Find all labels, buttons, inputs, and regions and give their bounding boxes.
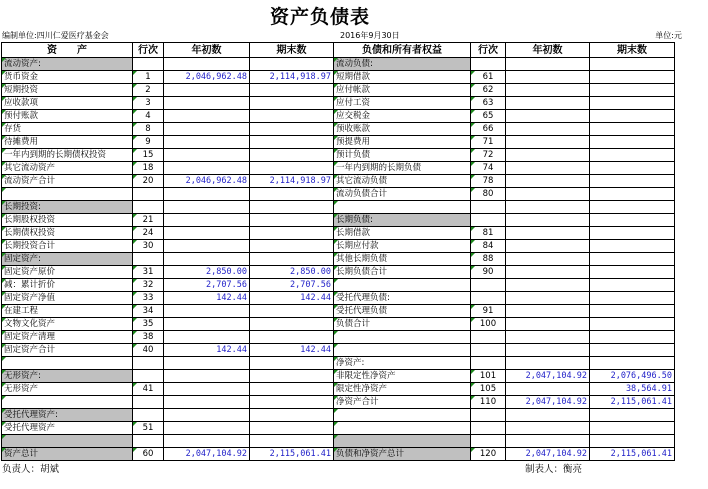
table-row bbox=[2, 383, 675, 396]
liability-cell[interactable]: 长期应付款 bbox=[334, 240, 471, 253]
asset-line-cell[interactable]: 3 bbox=[133, 97, 164, 110]
liability-begin-cell[interactable] bbox=[506, 331, 590, 344]
liability-cell[interactable]: 受托代理负债: bbox=[334, 292, 471, 305]
col-line: 行次 bbox=[133, 43, 164, 58]
asset-begin-cell[interactable]: 142.44 bbox=[164, 344, 250, 357]
table-row bbox=[2, 266, 675, 279]
asset-cell[interactable]: 固定资产原价 bbox=[2, 266, 133, 279]
asset-line-cell[interactable]: 1 bbox=[133, 71, 164, 84]
liability-end-cell[interactable] bbox=[590, 84, 675, 97]
liability-cell[interactable]: 长期负债合计 bbox=[334, 266, 471, 279]
report-date: 2016年9月30日 bbox=[340, 31, 400, 40]
table-row bbox=[2, 370, 675, 383]
asset-line-cell[interactable]: 34 bbox=[133, 305, 164, 318]
asset-begin-cell[interactable] bbox=[164, 149, 250, 162]
table-row bbox=[2, 292, 675, 305]
asset-line-cell[interactable]: 35 bbox=[133, 318, 164, 331]
liability-cell[interactable] bbox=[334, 201, 471, 214]
liability-begin-cell[interactable] bbox=[506, 123, 590, 136]
liability-cell[interactable]: 受托代理负债 bbox=[334, 305, 471, 318]
liability-begin-cell[interactable] bbox=[506, 84, 590, 97]
asset-cell[interactable]: 受托代理资产: bbox=[2, 409, 133, 422]
balance-sheet-table bbox=[1, 42, 675, 461]
table-row bbox=[2, 84, 675, 97]
asset-end-cell[interactable] bbox=[250, 253, 334, 266]
liability-begin-cell[interactable] bbox=[506, 136, 590, 149]
liability-line-cell[interactable]: 84 bbox=[471, 240, 506, 253]
liability-end-cell[interactable] bbox=[590, 305, 675, 318]
liability-cell[interactable]: 应付帐款 bbox=[334, 84, 471, 97]
liability-end-cell[interactable] bbox=[590, 435, 675, 448]
manager-label: 负责人：胡斌 bbox=[2, 464, 60, 475]
liability-line-cell[interactable] bbox=[471, 435, 506, 448]
asset-begin-cell[interactable] bbox=[164, 383, 250, 396]
liability-begin-cell[interactable] bbox=[506, 175, 590, 188]
asset-end-cell[interactable] bbox=[250, 201, 334, 214]
liability-line-cell[interactable] bbox=[471, 292, 506, 305]
asset-begin-cell[interactable] bbox=[164, 396, 250, 409]
asset-begin-cell[interactable]: 2,047,104.92 bbox=[164, 448, 250, 461]
table-row bbox=[2, 448, 675, 461]
liability-line-cell[interactable]: 90 bbox=[471, 266, 506, 279]
liability-cell[interactable]: 负债和净资产总计 bbox=[334, 448, 471, 461]
asset-cell[interactable] bbox=[2, 188, 133, 201]
asset-cell[interactable] bbox=[2, 357, 133, 370]
asset-end-cell[interactable] bbox=[250, 227, 334, 240]
liability-begin-cell[interactable] bbox=[506, 383, 590, 396]
asset-end-cell[interactable] bbox=[250, 318, 334, 331]
liability-line-cell[interactable] bbox=[471, 279, 506, 292]
liability-cell[interactable] bbox=[334, 331, 471, 344]
col-liability: 负债和所有者权益 bbox=[334, 43, 471, 58]
asset-line-cell[interactable]: 30 bbox=[133, 240, 164, 253]
asset-end-cell[interactable] bbox=[250, 357, 334, 370]
asset-cell[interactable]: 资产总计 bbox=[2, 448, 133, 461]
liability-end-cell[interactable] bbox=[590, 318, 675, 331]
liability-begin-cell[interactable] bbox=[506, 201, 590, 214]
liability-end-cell[interactable] bbox=[590, 409, 675, 422]
footer bbox=[0, 461, 708, 475]
table-row bbox=[2, 279, 675, 292]
asset-cell[interactable]: 应收款项 bbox=[2, 97, 133, 110]
asset-line-cell[interactable]: 41 bbox=[133, 383, 164, 396]
asset-end-cell[interactable] bbox=[250, 214, 334, 227]
table-row bbox=[2, 344, 675, 357]
asset-line-cell[interactable]: 32 bbox=[133, 279, 164, 292]
liability-begin-cell[interactable] bbox=[506, 318, 590, 331]
table-row bbox=[2, 123, 675, 136]
asset-end-cell[interactable] bbox=[250, 370, 334, 383]
liability-line-cell[interactable]: 78 bbox=[471, 175, 506, 188]
liability-begin-cell[interactable] bbox=[506, 422, 590, 435]
asset-end-cell[interactable]: 2,115,061.41 bbox=[250, 448, 334, 461]
asset-cell[interactable]: 文物文化资产 bbox=[2, 318, 133, 331]
asset-begin-cell[interactable] bbox=[164, 97, 250, 110]
liability-end-cell[interactable] bbox=[590, 422, 675, 435]
liability-end-cell[interactable] bbox=[590, 240, 675, 253]
table-row bbox=[2, 58, 675, 71]
liability-begin-cell[interactable] bbox=[506, 58, 590, 71]
asset-cell[interactable]: 固定资产合计 bbox=[2, 344, 133, 357]
asset-cell[interactable]: 固定资产清理 bbox=[2, 331, 133, 344]
liability-begin-cell[interactable] bbox=[506, 357, 590, 370]
liability-line-cell[interactable] bbox=[471, 201, 506, 214]
liability-cell[interactable]: 长期借款 bbox=[334, 227, 471, 240]
liability-begin-cell[interactable] bbox=[506, 253, 590, 266]
liability-begin-cell[interactable] bbox=[506, 266, 590, 279]
liability-line-cell[interactable]: 63 bbox=[471, 97, 506, 110]
asset-begin-cell[interactable] bbox=[164, 240, 250, 253]
asset-cell[interactable]: 固定资产: bbox=[2, 253, 133, 266]
liability-end-cell[interactable] bbox=[590, 201, 675, 214]
asset-begin-cell[interactable] bbox=[164, 435, 250, 448]
asset-begin-cell[interactable] bbox=[164, 409, 250, 422]
liability-begin-cell[interactable] bbox=[506, 214, 590, 227]
liability-cell[interactable]: 预收账款 bbox=[334, 123, 471, 136]
liability-line-cell[interactable]: 100 bbox=[471, 318, 506, 331]
asset-end-cell[interactable]: 2,114,918.97 bbox=[250, 71, 334, 84]
liability-end-cell[interactable] bbox=[590, 136, 675, 149]
asset-cell[interactable]: 受托代理资产 bbox=[2, 422, 133, 435]
asset-cell[interactable]: 长期投资合计 bbox=[2, 240, 133, 253]
table-row bbox=[2, 396, 675, 409]
liability-cell[interactable] bbox=[334, 279, 471, 292]
asset-line-cell[interactable] bbox=[133, 357, 164, 370]
asset-cell[interactable]: 无形资产: bbox=[2, 370, 133, 383]
table-row bbox=[2, 110, 675, 123]
liability-cell[interactable]: 净资产: bbox=[334, 357, 471, 370]
asset-cell[interactable]: 一年内到期的长期债权投资 bbox=[2, 149, 133, 162]
table-row bbox=[2, 357, 675, 370]
liability-line-cell[interactable]: 101 bbox=[471, 370, 506, 383]
asset-line-cell[interactable] bbox=[133, 396, 164, 409]
table-row bbox=[2, 175, 675, 188]
col-begin-2: 年初数 bbox=[506, 43, 590, 58]
liability-cell[interactable]: 预计负债 bbox=[334, 149, 471, 162]
liability-line-cell[interactable]: 110 bbox=[471, 396, 506, 409]
liability-begin-cell[interactable] bbox=[506, 71, 590, 84]
table-row bbox=[2, 331, 675, 344]
asset-line-cell[interactable] bbox=[133, 253, 164, 266]
liability-end-cell[interactable] bbox=[590, 149, 675, 162]
liability-line-cell[interactable]: 120 bbox=[471, 448, 506, 461]
asset-line-cell[interactable]: 51 bbox=[133, 422, 164, 435]
asset-begin-cell[interactable] bbox=[164, 123, 250, 136]
asset-line-cell[interactable]: 24 bbox=[133, 227, 164, 240]
liability-end-cell[interactable] bbox=[590, 162, 675, 175]
liability-line-cell[interactable]: 71 bbox=[471, 136, 506, 149]
asset-cell[interactable]: 预付账款 bbox=[2, 110, 133, 123]
asset-end-cell[interactable] bbox=[250, 58, 334, 71]
liability-line-cell[interactable]: 66 bbox=[471, 123, 506, 136]
liability-end-cell[interactable] bbox=[590, 266, 675, 279]
asset-cell[interactable]: 货币资金 bbox=[2, 71, 133, 84]
liability-end-cell[interactable] bbox=[590, 97, 675, 110]
liability-cell[interactable] bbox=[334, 409, 471, 422]
asset-begin-cell[interactable]: 2,850.00 bbox=[164, 266, 250, 279]
asset-begin-cell[interactable] bbox=[164, 370, 250, 383]
asset-begin-cell[interactable] bbox=[164, 162, 250, 175]
asset-cell[interactable]: 长期股权投资 bbox=[2, 214, 133, 227]
asset-begin-cell[interactable]: 2,707.56 bbox=[164, 279, 250, 292]
liability-end-cell[interactable] bbox=[590, 71, 675, 84]
asset-begin-cell[interactable]: 2,046,962.48 bbox=[164, 71, 250, 84]
asset-end-cell[interactable]: 2,850.00 bbox=[250, 266, 334, 279]
asset-line-cell[interactable] bbox=[133, 201, 164, 214]
liability-cell[interactable]: 流动负债: bbox=[334, 58, 471, 71]
asset-cell[interactable]: 减：累计折价 bbox=[2, 279, 133, 292]
liability-end-cell[interactable] bbox=[590, 214, 675, 227]
liability-line-cell[interactable]: 91 bbox=[471, 305, 506, 318]
table-row bbox=[2, 240, 675, 253]
asset-end-cell[interactable] bbox=[250, 383, 334, 396]
liability-end-cell[interactable] bbox=[590, 227, 675, 240]
liability-cell[interactable]: 净资产合计 bbox=[334, 396, 471, 409]
table-row bbox=[2, 422, 675, 435]
liability-begin-cell[interactable] bbox=[506, 409, 590, 422]
asset-begin-cell[interactable]: 2,046,962.48 bbox=[164, 175, 250, 188]
liability-cell[interactable]: 预提费用 bbox=[334, 136, 471, 149]
asset-cell[interactable]: 存货 bbox=[2, 123, 133, 136]
liability-end-cell[interactable] bbox=[590, 123, 675, 136]
asset-begin-cell[interactable] bbox=[164, 253, 250, 266]
asset-begin-cell[interactable]: 142.44 bbox=[164, 292, 250, 305]
asset-begin-cell[interactable] bbox=[164, 318, 250, 331]
liability-cell[interactable]: 其他长期负债 bbox=[334, 253, 471, 266]
liability-cell[interactable] bbox=[334, 435, 471, 448]
liability-line-cell[interactable]: 61 bbox=[471, 71, 506, 84]
liability-end-cell[interactable]: 38,564.91 bbox=[590, 383, 675, 396]
table-row bbox=[2, 227, 675, 240]
liability-cell[interactable]: 应付工资 bbox=[334, 97, 471, 110]
liability-line-cell[interactable] bbox=[471, 409, 506, 422]
asset-cell[interactable]: 其它流动资产 bbox=[2, 162, 133, 175]
col-begin: 年初数 bbox=[164, 43, 250, 58]
liability-end-cell[interactable] bbox=[590, 175, 675, 188]
asset-cell[interactable] bbox=[2, 396, 133, 409]
table-row bbox=[2, 162, 675, 175]
asset-begin-cell[interactable] bbox=[164, 305, 250, 318]
liability-begin-cell[interactable] bbox=[506, 240, 590, 253]
asset-begin-cell[interactable] bbox=[164, 84, 250, 97]
liability-cell[interactable]: 限定性净资产 bbox=[334, 383, 471, 396]
table-row bbox=[2, 136, 675, 149]
liability-line-cell[interactable] bbox=[471, 422, 506, 435]
asset-cell[interactable]: 固定资产净值 bbox=[2, 292, 133, 305]
asset-cell[interactable]: 无形资产 bbox=[2, 383, 133, 396]
asset-cell[interactable] bbox=[2, 435, 133, 448]
asset-begin-cell[interactable] bbox=[164, 110, 250, 123]
liability-begin-cell[interactable] bbox=[506, 344, 590, 357]
table-row bbox=[2, 97, 675, 110]
asset-line-cell[interactable]: 2 bbox=[133, 84, 164, 97]
asset-end-cell[interactable] bbox=[250, 84, 334, 97]
asset-end-cell[interactable] bbox=[250, 240, 334, 253]
liability-line-cell[interactable]: 65 bbox=[471, 110, 506, 123]
asset-end-cell[interactable] bbox=[250, 435, 334, 448]
asset-line-cell[interactable]: 38 bbox=[133, 331, 164, 344]
liability-end-cell[interactable] bbox=[590, 331, 675, 344]
report-title: 资产负债表 bbox=[269, 6, 370, 28]
liability-end-cell[interactable] bbox=[590, 110, 675, 123]
asset-begin-cell[interactable] bbox=[164, 136, 250, 149]
unit-name: 编制单位:四川仁爱医疗基金会 bbox=[2, 31, 109, 40]
asset-line-cell[interactable] bbox=[133, 435, 164, 448]
liability-cell[interactable]: 流动负债合计 bbox=[334, 188, 471, 201]
asset-begin-cell[interactable] bbox=[164, 227, 250, 240]
asset-line-cell[interactable]: 8 bbox=[133, 123, 164, 136]
liability-line-cell[interactable] bbox=[471, 58, 506, 71]
asset-line-cell[interactable] bbox=[133, 58, 164, 71]
table-row bbox=[2, 253, 675, 266]
table-row bbox=[2, 435, 675, 448]
asset-line-cell[interactable]: 20 bbox=[133, 175, 164, 188]
asset-line-cell[interactable]: 9 bbox=[133, 136, 164, 149]
asset-line-cell[interactable]: 60 bbox=[133, 448, 164, 461]
liability-begin-cell[interactable] bbox=[506, 97, 590, 110]
asset-end-cell[interactable] bbox=[250, 409, 334, 422]
col-asset: 资 产 bbox=[2, 43, 133, 58]
liability-line-cell[interactable]: 62 bbox=[471, 84, 506, 97]
asset-end-cell[interactable] bbox=[250, 149, 334, 162]
asset-cell[interactable]: 长期债权投资 bbox=[2, 227, 133, 240]
liability-line-cell[interactable]: 81 bbox=[471, 227, 506, 240]
asset-end-cell[interactable]: 2,707.56 bbox=[250, 279, 334, 292]
table-row bbox=[2, 188, 675, 201]
asset-begin-cell[interactable] bbox=[164, 331, 250, 344]
asset-begin-cell[interactable] bbox=[164, 422, 250, 435]
liability-line-cell[interactable]: 105 bbox=[471, 383, 506, 396]
liability-end-cell[interactable] bbox=[590, 344, 675, 357]
asset-begin-cell[interactable] bbox=[164, 58, 250, 71]
asset-end-cell[interactable] bbox=[250, 162, 334, 175]
asset-end-cell[interactable] bbox=[250, 97, 334, 110]
asset-line-cell[interactable]: 40 bbox=[133, 344, 164, 357]
table-row bbox=[2, 318, 675, 331]
asset-line-cell[interactable]: 21 bbox=[133, 214, 164, 227]
asset-end-cell[interactable] bbox=[250, 305, 334, 318]
liability-end-cell[interactable]: 2,115,061.41 bbox=[590, 448, 675, 461]
col-end: 期末数 bbox=[250, 43, 334, 58]
asset-line-cell[interactable] bbox=[133, 370, 164, 383]
liability-begin-cell[interactable] bbox=[506, 110, 590, 123]
liability-cell[interactable]: 应交税金 bbox=[334, 110, 471, 123]
liability-line-cell[interactable] bbox=[471, 331, 506, 344]
liability-cell[interactable]: 长期负债: bbox=[334, 214, 471, 227]
liability-cell[interactable]: 短期借款 bbox=[334, 71, 471, 84]
liability-begin-cell[interactable] bbox=[506, 292, 590, 305]
liability-cell[interactable]: 其它流动负债 bbox=[334, 175, 471, 188]
liability-end-cell[interactable] bbox=[590, 279, 675, 292]
asset-begin-cell[interactable] bbox=[164, 214, 250, 227]
col-line-2: 行次 bbox=[471, 43, 506, 58]
currency-unit: 单位:元 bbox=[655, 31, 682, 40]
table-row bbox=[2, 214, 675, 227]
asset-begin-cell[interactable] bbox=[164, 357, 250, 370]
liability-line-cell[interactable]: 80 bbox=[471, 188, 506, 201]
asset-end-cell[interactable] bbox=[250, 396, 334, 409]
liability-line-cell[interactable] bbox=[471, 357, 506, 370]
liability-end-cell[interactable]: 2,115,061.41 bbox=[590, 396, 675, 409]
table-row bbox=[2, 305, 675, 318]
table-row bbox=[2, 409, 675, 422]
asset-cell[interactable]: 流动资产合计 bbox=[2, 175, 133, 188]
liability-begin-cell[interactable]: 2,047,104.92 bbox=[506, 448, 590, 461]
asset-cell[interactable]: 流动资产: bbox=[2, 58, 133, 71]
liability-end-cell[interactable] bbox=[590, 253, 675, 266]
asset-line-cell[interactable] bbox=[133, 188, 164, 201]
liability-begin-cell[interactable] bbox=[506, 227, 590, 240]
liability-begin-cell[interactable] bbox=[506, 162, 590, 175]
liability-line-cell[interactable]: 72 bbox=[471, 149, 506, 162]
header-row bbox=[2, 43, 675, 58]
liability-cell[interactable] bbox=[334, 422, 471, 435]
liability-cell[interactable]: 非限定性净资产 bbox=[334, 370, 471, 383]
asset-end-cell[interactable]: 142.44 bbox=[250, 292, 334, 305]
asset-end-cell[interactable] bbox=[250, 110, 334, 123]
liability-line-cell[interactable] bbox=[471, 214, 506, 227]
liability-end-cell[interactable] bbox=[590, 357, 675, 370]
col-end-2: 期末数 bbox=[590, 43, 675, 58]
liability-cell[interactable]: 负债合计 bbox=[334, 318, 471, 331]
liability-line-cell[interactable] bbox=[471, 344, 506, 357]
liability-end-cell[interactable] bbox=[590, 188, 675, 201]
liability-cell[interactable]: 一年内到期的长期负债 bbox=[334, 162, 471, 175]
table-row bbox=[2, 201, 675, 214]
liability-end-cell[interactable] bbox=[590, 292, 675, 305]
asset-cell[interactable]: 待摊费用 bbox=[2, 136, 133, 149]
table-row bbox=[2, 71, 675, 84]
asset-cell[interactable]: 在建工程 bbox=[2, 305, 133, 318]
asset-line-cell[interactable]: 33 bbox=[133, 292, 164, 305]
asset-line-cell[interactable]: 18 bbox=[133, 162, 164, 175]
asset-cell[interactable]: 短期投资 bbox=[2, 84, 133, 97]
table-row bbox=[2, 149, 675, 162]
liability-begin-cell[interactable]: 2,047,104.92 bbox=[506, 396, 590, 409]
asset-end-cell[interactable] bbox=[250, 422, 334, 435]
liability-cell[interactable] bbox=[334, 344, 471, 357]
liability-begin-cell[interactable] bbox=[506, 435, 590, 448]
liability-end-cell[interactable] bbox=[590, 58, 675, 71]
liability-begin-cell[interactable]: 2,047,104.92 bbox=[506, 370, 590, 383]
asset-end-cell[interactable] bbox=[250, 331, 334, 344]
asset-line-cell[interactable]: 15 bbox=[133, 149, 164, 162]
asset-end-cell[interactable] bbox=[250, 123, 334, 136]
asset-cell[interactable]: 长期投资: bbox=[2, 201, 133, 214]
liability-end-cell[interactable]: 2,076,496.50 bbox=[590, 370, 675, 383]
report-meta bbox=[0, 30, 690, 42]
asset-line-cell[interactable] bbox=[133, 409, 164, 422]
asset-end-cell[interactable] bbox=[250, 136, 334, 149]
asset-begin-cell[interactable] bbox=[164, 201, 250, 214]
asset-end-cell[interactable] bbox=[250, 188, 334, 201]
asset-line-cell[interactable]: 31 bbox=[133, 266, 164, 279]
preparer-label: 制表人：衡亮 bbox=[525, 464, 583, 475]
liability-line-cell[interactable]: 88 bbox=[471, 253, 506, 266]
asset-begin-cell[interactable] bbox=[164, 188, 250, 201]
asset-end-cell[interactable]: 142.44 bbox=[250, 344, 334, 357]
asset-end-cell[interactable]: 2,114,918.97 bbox=[250, 175, 334, 188]
asset-line-cell[interactable]: 4 bbox=[133, 110, 164, 123]
liability-begin-cell[interactable] bbox=[506, 279, 590, 292]
liability-begin-cell[interactable] bbox=[506, 149, 590, 162]
liability-begin-cell[interactable] bbox=[506, 305, 590, 318]
liability-begin-cell[interactable] bbox=[506, 188, 590, 201]
liability-line-cell[interactable]: 74 bbox=[471, 162, 506, 175]
